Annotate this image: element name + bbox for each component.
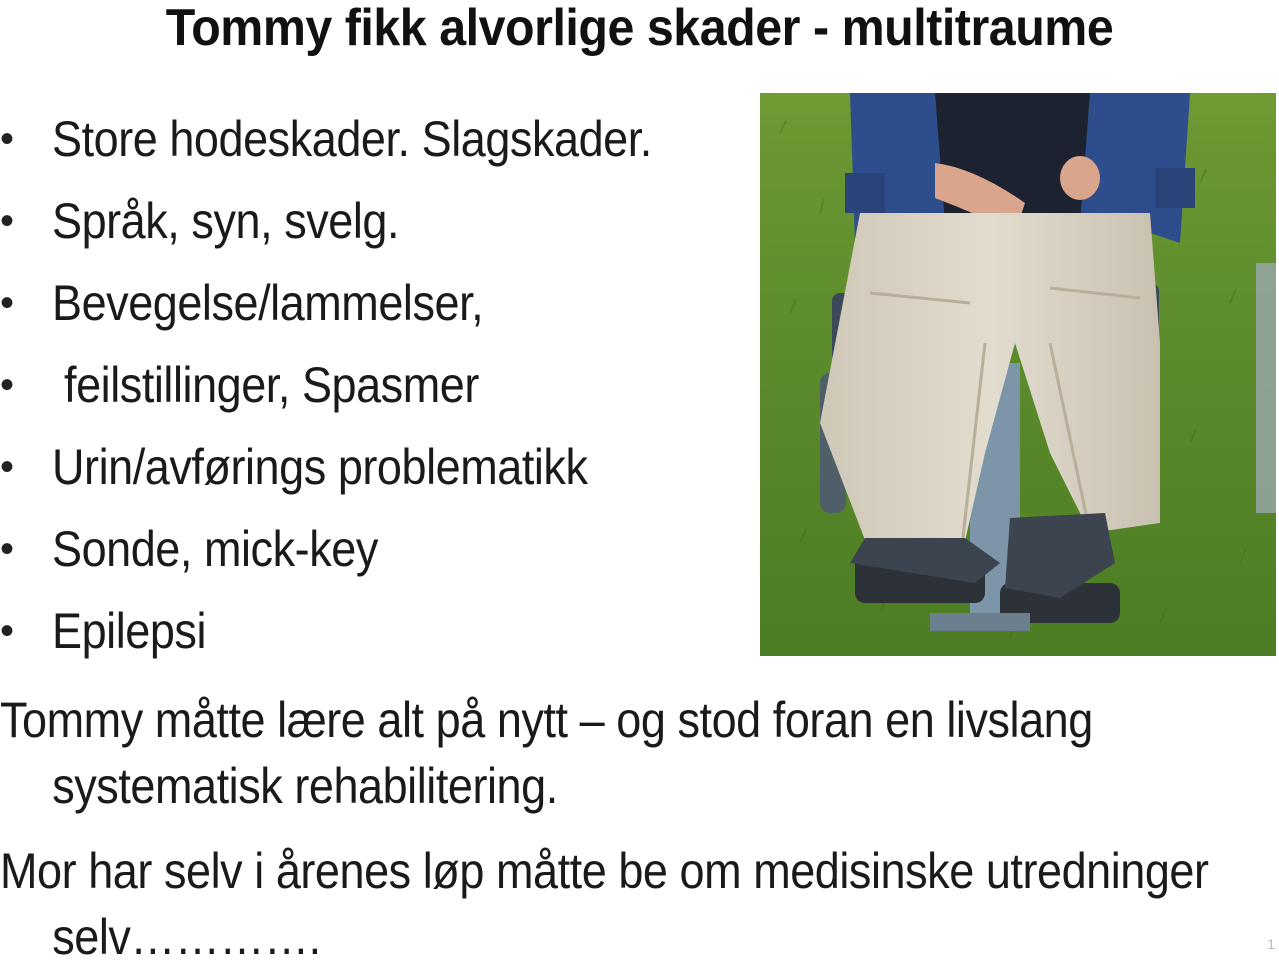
bullet-item <box>0 271 740 353</box>
bullet-list <box>0 107 740 681</box>
bullet-item <box>0 107 740 189</box>
rehab-paragraph <box>0 687 1279 819</box>
patient-photo <box>760 93 1276 656</box>
bullet-item <box>0 599 740 681</box>
bullet-item <box>0 353 740 435</box>
bullet-text: Urin/avførings problematikk <box>52 439 588 495</box>
bullet-dot: • <box>0 527 14 571</box>
bullet-dot: • <box>0 609 14 653</box>
bullet-text: feilstillinger, Spasmer <box>52 357 479 413</box>
bullet-text: Store hodeskader. Slagskader. <box>52 111 652 167</box>
mother-line-2: selv…………. <box>52 909 321 965</box>
pole <box>1256 263 1276 513</box>
bullet-text: Bevegelse/lammelser, <box>52 275 484 331</box>
bullet-item <box>0 435 740 517</box>
rehab-line-2: systematisk rehabilitering. <box>52 758 558 814</box>
bullet-text: Språk, syn, svelg. <box>52 193 400 249</box>
bullet-item <box>0 517 740 599</box>
bullet-dot: • <box>0 199 14 243</box>
rehab-line-1: Tommy måtte lære alt på nytt – og stod foran en livslang <box>0 692 1093 748</box>
bullet-dot: • <box>0 363 14 407</box>
bullet-dot: • <box>0 117 14 161</box>
bullet-dot: • <box>0 281 14 325</box>
slide-title: Tommy fikk alvorlige skader - multitraume <box>165 0 1114 57</box>
bullet-dot: • <box>0 445 14 489</box>
bullet-text: Epilepsi <box>52 603 206 659</box>
wheelchair-photo-illustration <box>760 93 1276 656</box>
bullet-text: Sonde, mick-key <box>52 521 378 577</box>
mother-line-1: Mor har selv i årenes løp måtte be om medisinske utredninger <box>0 843 1209 899</box>
page-number: 1 <box>1267 936 1275 952</box>
bullet-item <box>0 189 740 271</box>
mother-paragraph <box>0 838 1279 970</box>
